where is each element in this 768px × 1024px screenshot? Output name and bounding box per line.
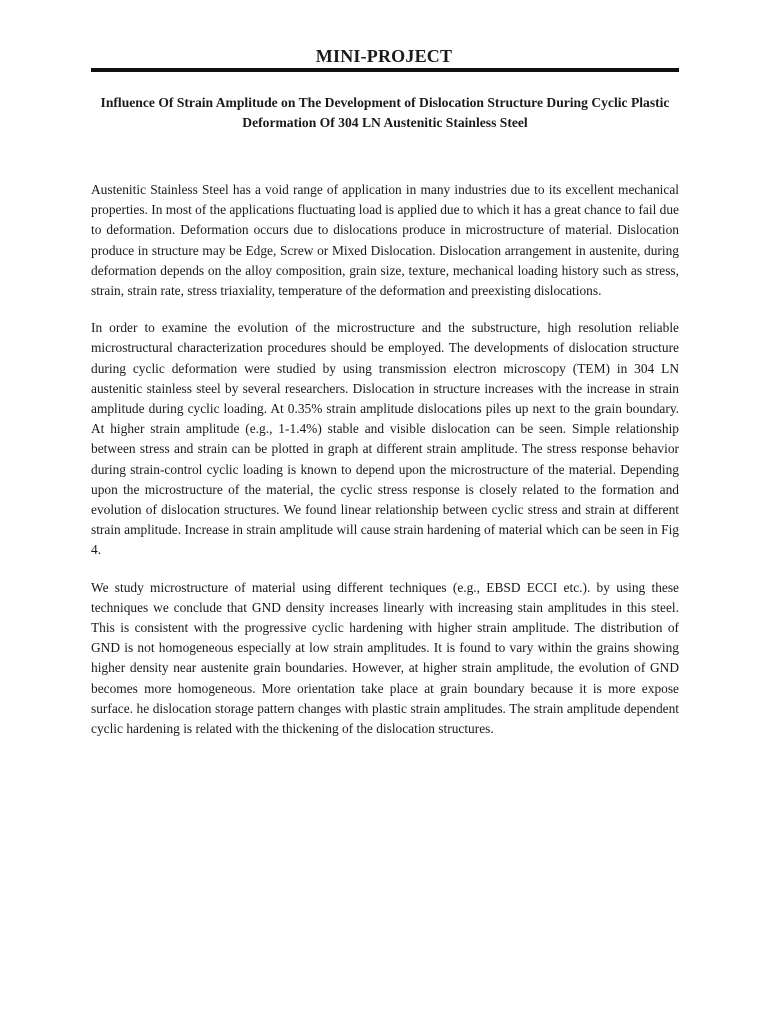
document-body [91,180,679,756]
paragraph-2: In order to examine the evolution of the microstructure and the substructure, high resolution reliable microstructural characterization procedures should be employed. The developments of dislocation structure during cyclic deformation were studied by using transmission electron microscopy (TEM) in 304 LN austenitic stainless steel by several researchers. Dislocation in structure increases with the increase in strain amplitude during cyclic loading. At 0.35% strain amplitude dislocations piles up next to the grain boundary. At higher strain amplitude (e.g., 1-1.4%) stable and visible dislocation can be seen. Simple relationship between stress and strain can be plotted in graph at different strain amplitude. The stress response behavior during strain-control cyclic loading is known to depend upon the microstructure of the material. Depending upon the microstructure of the material, the cyclic stress response is closely related to the formation and evolution of dislocation structures. We found linear relationship between cyclic stress and strain at different strain amplitude. Increase in strain amplitude will cause strain hardening of material which can be seen in Fig 4. [91,320,679,558]
paragraph-3: We study microstructure of material using different techniques (e.g., EBSD ECCI etc.). by using these techniques we conclude that GND density increases linearly with increasing stain amplitudes in this steel. This is consistent with the progressive cyclic hardening with higher strain amplitude. The distribution of GND is not homogeneous especially at low strain amplitudes. It is found to vary within the grains showing higher density near austenite grain boundaries. However, at higher strain amplitude, the evolution of GND becomes more homogeneous. More orientation take place at grain boundary because it is more expose surface. he dislocation storage pattern changes with plastic strain amplitudes. The strain amplitude dependent cyclic hardening is related with the thickening of the dislocation structures. [91,579,679,737]
page-heading: MINI-PROJECT [315,46,453,66]
paragraph-1: Austenitic Stainless Steel has a void range of application in many industries due to its excellent mechanical properties. In most of the applications fluctuating load is applied due to which it has a great chance to fail due to deformation. Deformation occurs due to dislocations produce in microstructure of material. Dislocation produce in structure may be Edge, Screw or Mixed Dislocation. Dislocation arrangement in austenite, during deformation depends on the alloy composition, grain size, texture, mechanical loading history such as stress, strain, strain rate, stress triaxiality, temperature of the deformation and preexisting dislocations. [91,182,679,299]
document-title: Influence Of Strain Amplitude on The Development of Dislocation Structure During Cyclic Plastic Deformation Of 304 LN Austenitic Stainless Steel [100,95,670,130]
heading-rule [91,68,679,72]
